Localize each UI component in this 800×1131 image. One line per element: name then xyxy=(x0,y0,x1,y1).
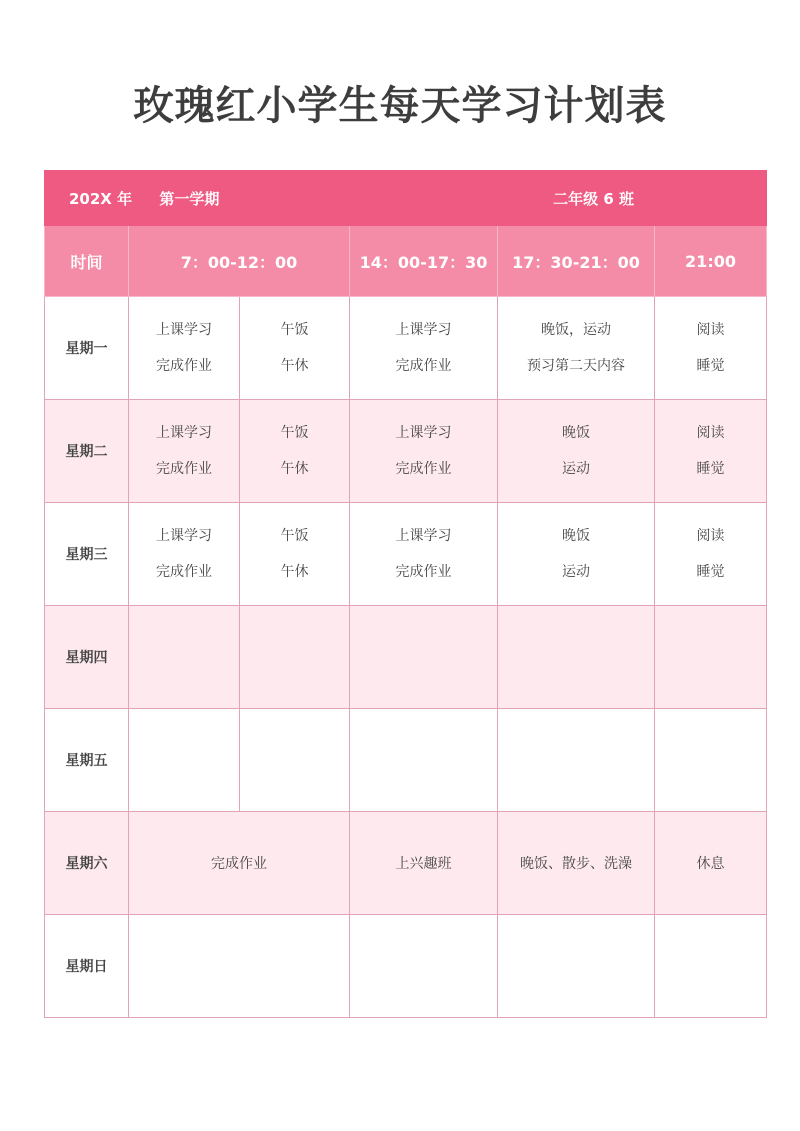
morning-cell: 完成作业 xyxy=(129,812,350,915)
slot-evening: 17：30-21：00 xyxy=(498,226,655,297)
year-label: 202X 年 xyxy=(69,189,133,208)
activity: 上课学习 xyxy=(395,528,452,544)
day-name: 星期四 xyxy=(45,606,129,709)
empty-cell xyxy=(129,606,240,709)
activity: 完成作业 xyxy=(156,564,212,580)
activity: 睡觉 xyxy=(696,358,725,374)
activity: 完成作业 xyxy=(395,358,452,374)
day-name: 星期六 xyxy=(45,812,129,915)
activity: 午休 xyxy=(280,461,309,477)
activity: 运动 xyxy=(562,461,591,477)
empty-cell xyxy=(498,709,655,812)
activity: 完成作业 xyxy=(156,358,212,374)
day-name: 星期二 xyxy=(45,400,129,503)
empty-cell xyxy=(240,606,350,709)
activity: 午休 xyxy=(280,564,309,580)
empty-cell xyxy=(129,915,350,1018)
day-name: 星期一 xyxy=(45,297,129,400)
activity: 午饭 xyxy=(280,322,309,338)
activity: 上课学习 xyxy=(156,322,212,338)
schedule-table xyxy=(44,170,767,1018)
morning-study-cell xyxy=(129,297,240,400)
day-row-tuesday xyxy=(45,400,767,503)
day-name: 星期五 xyxy=(45,709,129,812)
day-name: 星期日 xyxy=(45,915,129,1018)
evening-cell xyxy=(498,400,655,503)
morning-study-cell xyxy=(129,503,240,606)
class-label: 二年级 6 班 xyxy=(350,171,767,226)
day-row-saturday xyxy=(45,812,767,915)
banner-row xyxy=(45,171,767,226)
activity: 睡觉 xyxy=(696,461,725,477)
day-row-thursday xyxy=(45,606,767,709)
activity: 阅读 xyxy=(696,322,725,338)
term-label: 第一学期 xyxy=(159,189,220,208)
evening-cell: 晚饭、散步、洗澡 xyxy=(498,812,655,915)
empty-cell xyxy=(498,606,655,709)
time-label: 时间 xyxy=(45,226,129,297)
activity: 晚饭 xyxy=(562,425,591,441)
activity: 晚饭，运动 xyxy=(541,322,612,338)
activity: 阅读 xyxy=(696,425,725,441)
page-title: 玫瑰红小学生每天学习计划表 xyxy=(133,83,667,129)
empty-cell xyxy=(350,709,498,812)
activity: 上课学习 xyxy=(156,528,212,544)
activity: 睡觉 xyxy=(696,564,725,580)
activity: 预习第二天内容 xyxy=(527,358,626,374)
empty-cell xyxy=(350,606,498,709)
lunch-cell xyxy=(240,297,350,400)
night-cell: 休息 xyxy=(655,812,767,915)
evening-cell xyxy=(498,297,655,400)
empty-cell xyxy=(498,915,655,1018)
afternoon-cell: 上兴趣班 xyxy=(350,812,498,915)
empty-cell xyxy=(655,915,767,1018)
afternoon-cell xyxy=(350,297,498,400)
activity: 阅读 xyxy=(696,528,725,544)
slot-morning: 7：00-12：00 xyxy=(129,226,350,297)
activity: 午饭 xyxy=(280,425,309,441)
night-cell xyxy=(655,400,767,503)
empty-cell xyxy=(655,606,767,709)
empty-cell xyxy=(350,915,498,1018)
day-row-wednesday xyxy=(45,503,767,606)
empty-cell xyxy=(240,709,350,812)
empty-cell xyxy=(655,709,767,812)
day-row-sunday xyxy=(45,915,767,1018)
activity: 运动 xyxy=(562,564,591,580)
evening-cell xyxy=(498,503,655,606)
activity: 完成作业 xyxy=(395,461,452,477)
slot-night: 21:00 xyxy=(655,226,767,297)
activity: 上课学习 xyxy=(395,322,452,338)
slot-afternoon: 14：00-17：30 xyxy=(350,226,498,297)
activity: 上课学习 xyxy=(395,425,452,441)
night-cell xyxy=(655,503,767,606)
lunch-cell xyxy=(240,503,350,606)
activity: 完成作业 xyxy=(395,564,452,580)
afternoon-cell xyxy=(350,503,498,606)
activity: 完成作业 xyxy=(156,461,212,477)
day-name: 星期三 xyxy=(45,503,129,606)
morning-study-cell xyxy=(129,400,240,503)
activity: 上课学习 xyxy=(156,425,212,441)
lunch-cell xyxy=(240,400,350,503)
banner-left xyxy=(45,171,350,226)
activity: 午饭 xyxy=(280,528,309,544)
empty-cell xyxy=(129,709,240,812)
day-row-friday xyxy=(45,709,767,812)
time-header-row xyxy=(45,226,767,297)
night-cell xyxy=(655,297,767,400)
activity: 晚饭 xyxy=(562,528,591,544)
day-row-monday xyxy=(45,297,767,400)
afternoon-cell xyxy=(350,400,498,503)
activity: 午休 xyxy=(280,358,309,374)
